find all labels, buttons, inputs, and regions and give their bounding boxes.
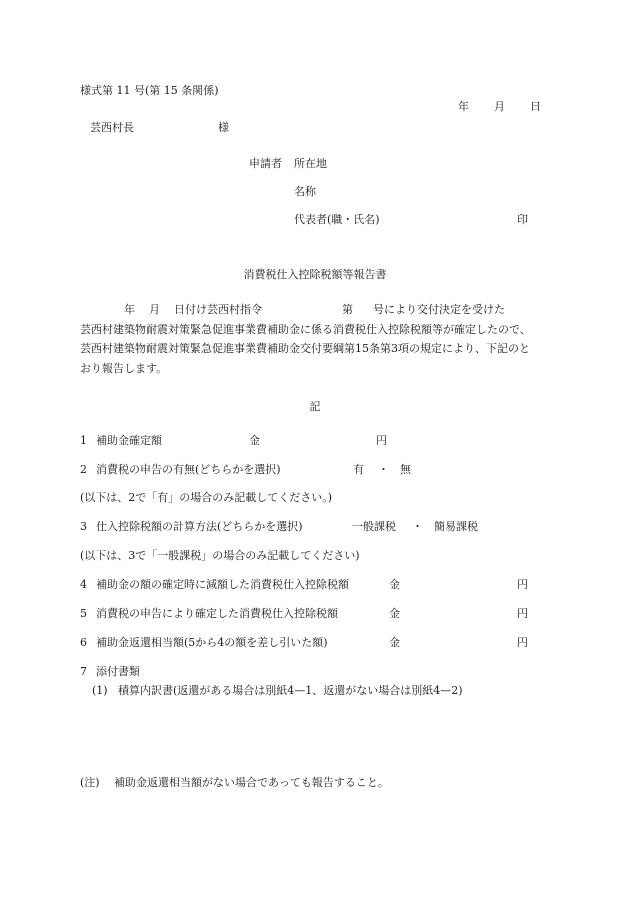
body-line-2: 芸西村建築物耐震対策緊急促進事業費補助金に係る消費税仕入控除税額等が確定したので、 [80,322,531,336]
item-3-separator: ・ [412,520,423,533]
item-7-number: 7 [80,665,87,678]
item-6-yen: 円 [517,636,528,649]
body-paragraph [80,300,550,378]
footnote-text: 補助金返還相当額がない場合であっても報告すること。 [114,776,389,789]
item-7-sub-number: (1) [92,684,108,697]
addressee-honorific: 様 [218,121,229,134]
item-4-yen: 円 [517,578,528,591]
date-day: 日 [530,100,541,113]
footnote-label: (注) [80,776,100,789]
form-number: 様式第 11 号(第 15 条関係) [80,84,219,97]
ki-heading: 記 [309,400,321,413]
applicant-address-label: 所在地 [294,157,327,170]
addressee-name: 芸西村長 [90,121,134,134]
item-6-label: 補助金返還相当額(5から4の額を差し引いた額) [96,636,328,649]
document-title: 消費税仕入控除税額等報告書 [243,268,387,281]
item-5-label: 消費税の申告により確定した消費税仕入控除税額 [96,607,338,620]
item-3-option-simple: 簡易課税 [434,520,478,533]
item-1-number: 1 [80,434,87,447]
item-3-number: 3 [80,520,87,533]
item-7-sub-text: 積算内訳書(返還がある場合は別紙4—1、返還がない場合は別紙4—2) [118,684,463,697]
item-2-number: 2 [80,463,87,476]
item-6-kin: 金 [389,636,400,649]
item-3-option-general: 一般課税 [352,520,396,533]
seal-mark: 印 [517,213,528,226]
item-5-number: 5 [80,607,87,620]
body-line-3: 芸西村建築物耐震対策緊急促進事業費補助金交付要綱第15条第3項の規定により、下記のと [80,342,530,355]
item-2-separator: ・ [378,463,389,476]
item-1-kin: 金 [249,434,260,447]
note-2: (以下は、3で「一般課税」の場合のみ記載してください) [80,549,360,562]
item-7-label: 添付書類 [96,665,140,678]
applicant-label: 申請者 [249,157,282,170]
body-line-1: 年 月 日付け芸西村指令 第 号により交付決定を受けた [124,303,505,316]
item-2-option-no: 無 [400,463,411,476]
applicant-name-label: 名称 [294,185,316,198]
item-1-yen: 円 [376,434,387,447]
item-4-kin: 金 [389,578,400,591]
item-4-number: 4 [80,578,87,591]
note-1: (以下は、2で「有」の場合のみ記載してください。) [80,491,333,504]
item-2-option-yes: 有 [353,463,364,476]
item-2-label: 消費税の申告の有無(どちらかを選択) [96,463,281,476]
item-1-label: 補助金確定額 [96,434,162,447]
item-5-kin: 金 [389,607,400,620]
date-year: 年 [458,100,469,113]
applicant-rep-label: 代表者(職・氏名) [294,213,380,226]
item-6-number: 6 [80,636,87,649]
item-5-yen: 円 [517,607,528,620]
item-4-label: 補助金の額の確定時に減額した消費税仕入控除税額 [96,578,349,591]
body-line-4: おり報告します。 [80,361,168,375]
item-3-label: 仕入控除税額の計算方法(どちらかを選択) [96,520,303,533]
date-month: 月 [494,100,505,113]
